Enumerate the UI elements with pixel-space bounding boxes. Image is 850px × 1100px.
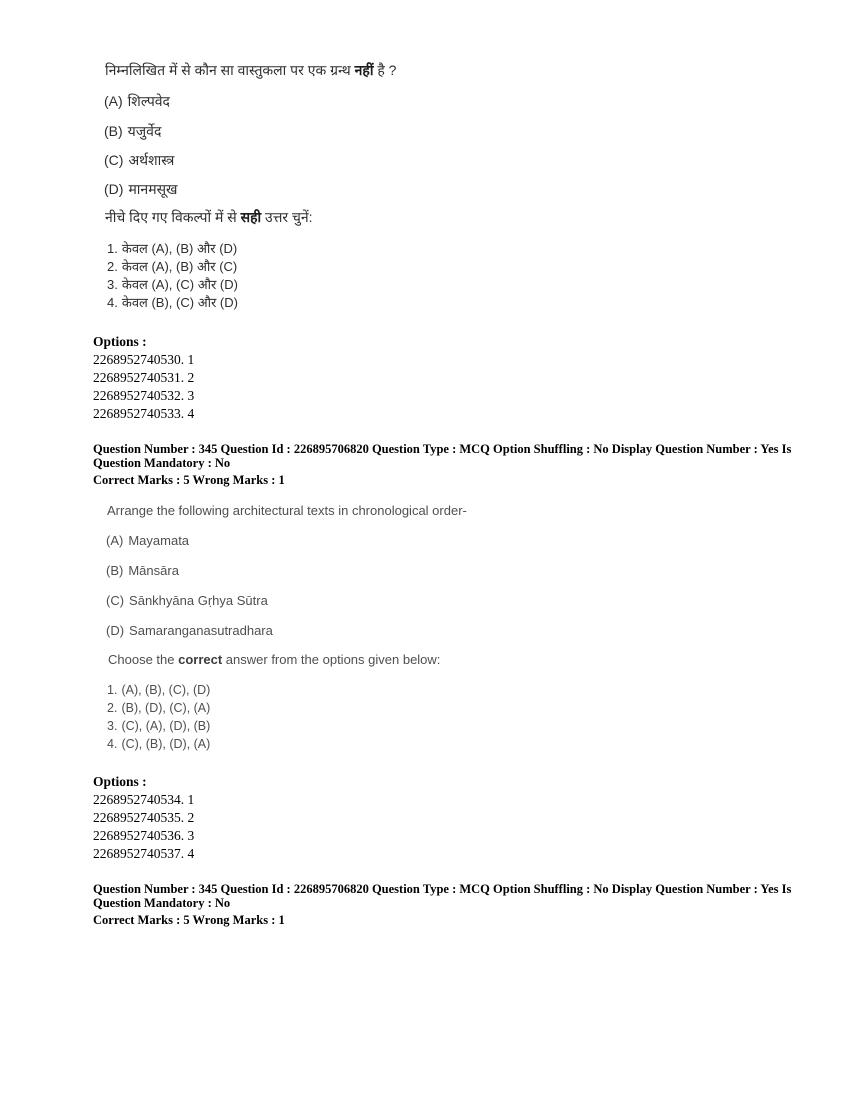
answer-number: 3. bbox=[107, 277, 118, 292]
question-meta-1 bbox=[93, 442, 791, 487]
meta-line-1: Question Number : 345 Question Id : 226895706820 Question Type : MCQ Option Shuffling : No Display Question Number : Yes Is bbox=[93, 442, 792, 456]
choice-label: (B) bbox=[104, 123, 123, 139]
answer-number: 2. bbox=[107, 701, 118, 715]
option-id-row: 2268952740536. 3 bbox=[93, 828, 195, 843]
answer-number: 1. bbox=[107, 683, 118, 697]
answer-text: केवल (A), (B) और (D) bbox=[121, 241, 238, 256]
hindi-answer-options-list bbox=[107, 240, 238, 312]
choice-text: Mānsāra bbox=[128, 563, 179, 578]
hindi-question-stem bbox=[105, 61, 396, 80]
options-block-1-ids bbox=[93, 351, 194, 423]
meta-line-1: Question Number : 345 Question Id : 226895706820 Question Type : MCQ Option Shuffling : No Display Question Number : Yes Is bbox=[93, 882, 792, 896]
hindi-instruction-bold-word: सही bbox=[240, 209, 262, 225]
choice-label: (C) bbox=[106, 593, 125, 608]
choice-text: शिल्पवेद bbox=[127, 93, 170, 109]
choice-text: मानमसूख bbox=[128, 181, 178, 197]
hindi-choice-a bbox=[104, 92, 170, 111]
answer-text: केवल (B), (C) और (D) bbox=[121, 295, 238, 310]
option-id-row: 2268952740534. 1 bbox=[93, 792, 195, 807]
choice-text: Sānkhyāna Gṛhya Sūtra bbox=[129, 593, 268, 608]
choice-text: अर्थशास्त्र bbox=[128, 152, 175, 168]
answer-number: 1. bbox=[107, 241, 118, 256]
choice-text: यजुर्वेद bbox=[127, 123, 162, 139]
hindi-choice-c bbox=[104, 151, 174, 170]
answer-text: केवल (A), (B) और (C) bbox=[121, 259, 238, 274]
choice-label: (B) bbox=[106, 563, 124, 578]
option-id-row: 2268952740530. 1 bbox=[93, 352, 195, 367]
options-block-2-title: Options : bbox=[93, 774, 147, 789]
answer-number: 4. bbox=[107, 295, 118, 310]
hindi-stem-prefix: निम्नलिखित में से कौन सा वास्तुकला पर एक ग्रन्थ bbox=[105, 62, 355, 78]
english-choice-c bbox=[106, 593, 268, 608]
choice-label: (A) bbox=[106, 533, 124, 548]
answer-text: (C), (A), (D), (B) bbox=[121, 719, 211, 733]
hindi-choice-d bbox=[104, 180, 178, 199]
english-choice-d bbox=[106, 623, 273, 638]
answer-number: 2. bbox=[107, 259, 118, 274]
answer-text: (A), (B), (C), (D) bbox=[121, 683, 211, 697]
english-answer-option-1 bbox=[107, 681, 210, 699]
answer-number: 3. bbox=[107, 719, 118, 733]
meta-line-2: Question Mandatory : No bbox=[93, 456, 231, 470]
hindi-answer-option-3 bbox=[107, 276, 238, 294]
hindi-stem-suffix: है ? bbox=[373, 62, 397, 78]
option-id-row: 2268952740535. 2 bbox=[93, 810, 195, 825]
english-answer-option-2 bbox=[107, 699, 210, 717]
english-answer-option-3 bbox=[107, 717, 210, 735]
hindi-answer-option-4 bbox=[107, 294, 238, 312]
english-answer-option-4 bbox=[107, 735, 210, 753]
english-choice-a bbox=[106, 533, 189, 548]
english-instruction-bold-word: correct bbox=[178, 652, 223, 667]
hindi-answer-option-2 bbox=[107, 258, 238, 276]
choice-label: (C) bbox=[104, 152, 124, 168]
options-block-2-ids bbox=[93, 791, 194, 863]
option-id-row: 2268952740537. 4 bbox=[93, 846, 195, 861]
english-instruction bbox=[108, 652, 440, 667]
answer-number: 4. bbox=[107, 737, 118, 751]
english-answer-options-list bbox=[107, 681, 210, 753]
hindi-answer-option-1 bbox=[107, 240, 238, 258]
option-id-row: 2268952740532. 3 bbox=[93, 388, 195, 403]
option-id-row: 2268952740531. 2 bbox=[93, 370, 195, 385]
meta-line-2: Question Mandatory : No bbox=[93, 896, 231, 910]
meta-marks-line: Correct Marks : 5 Wrong Marks : 1 bbox=[93, 913, 285, 927]
hindi-instruction-suffix: उत्तर चुनें: bbox=[261, 209, 313, 225]
choice-text: Mayamata bbox=[128, 533, 190, 548]
answer-text: (C), (B), (D), (A) bbox=[121, 737, 211, 751]
hindi-instruction bbox=[105, 208, 313, 227]
choice-label: (D) bbox=[104, 181, 124, 197]
question-meta-2 bbox=[93, 882, 791, 927]
hindi-stem-bold-word: नहीं bbox=[354, 62, 374, 78]
english-choice-b bbox=[106, 563, 179, 578]
answer-text: (B), (D), (C), (A) bbox=[121, 701, 211, 715]
english-question-stem: Arrange the following architectural texts in chronological order- bbox=[107, 503, 467, 518]
english-instruction-prefix: Choose the bbox=[108, 652, 179, 667]
choice-label: (D) bbox=[106, 623, 125, 638]
options-block-1-title: Options : bbox=[93, 334, 147, 349]
answer-text: केवल (A), (C) और (D) bbox=[121, 277, 238, 292]
choice-text: Samaranganasutradhara bbox=[129, 623, 273, 638]
hindi-instruction-prefix: नीचे दिए गए विकल्पों में से bbox=[105, 209, 241, 225]
option-id-row: 2268952740533. 4 bbox=[93, 406, 195, 421]
meta-marks-line: Correct Marks : 5 Wrong Marks : 1 bbox=[93, 473, 285, 487]
hindi-choice-b bbox=[104, 122, 161, 141]
choice-label: (A) bbox=[104, 93, 123, 109]
english-instruction-suffix: answer from the options given below: bbox=[222, 652, 441, 667]
